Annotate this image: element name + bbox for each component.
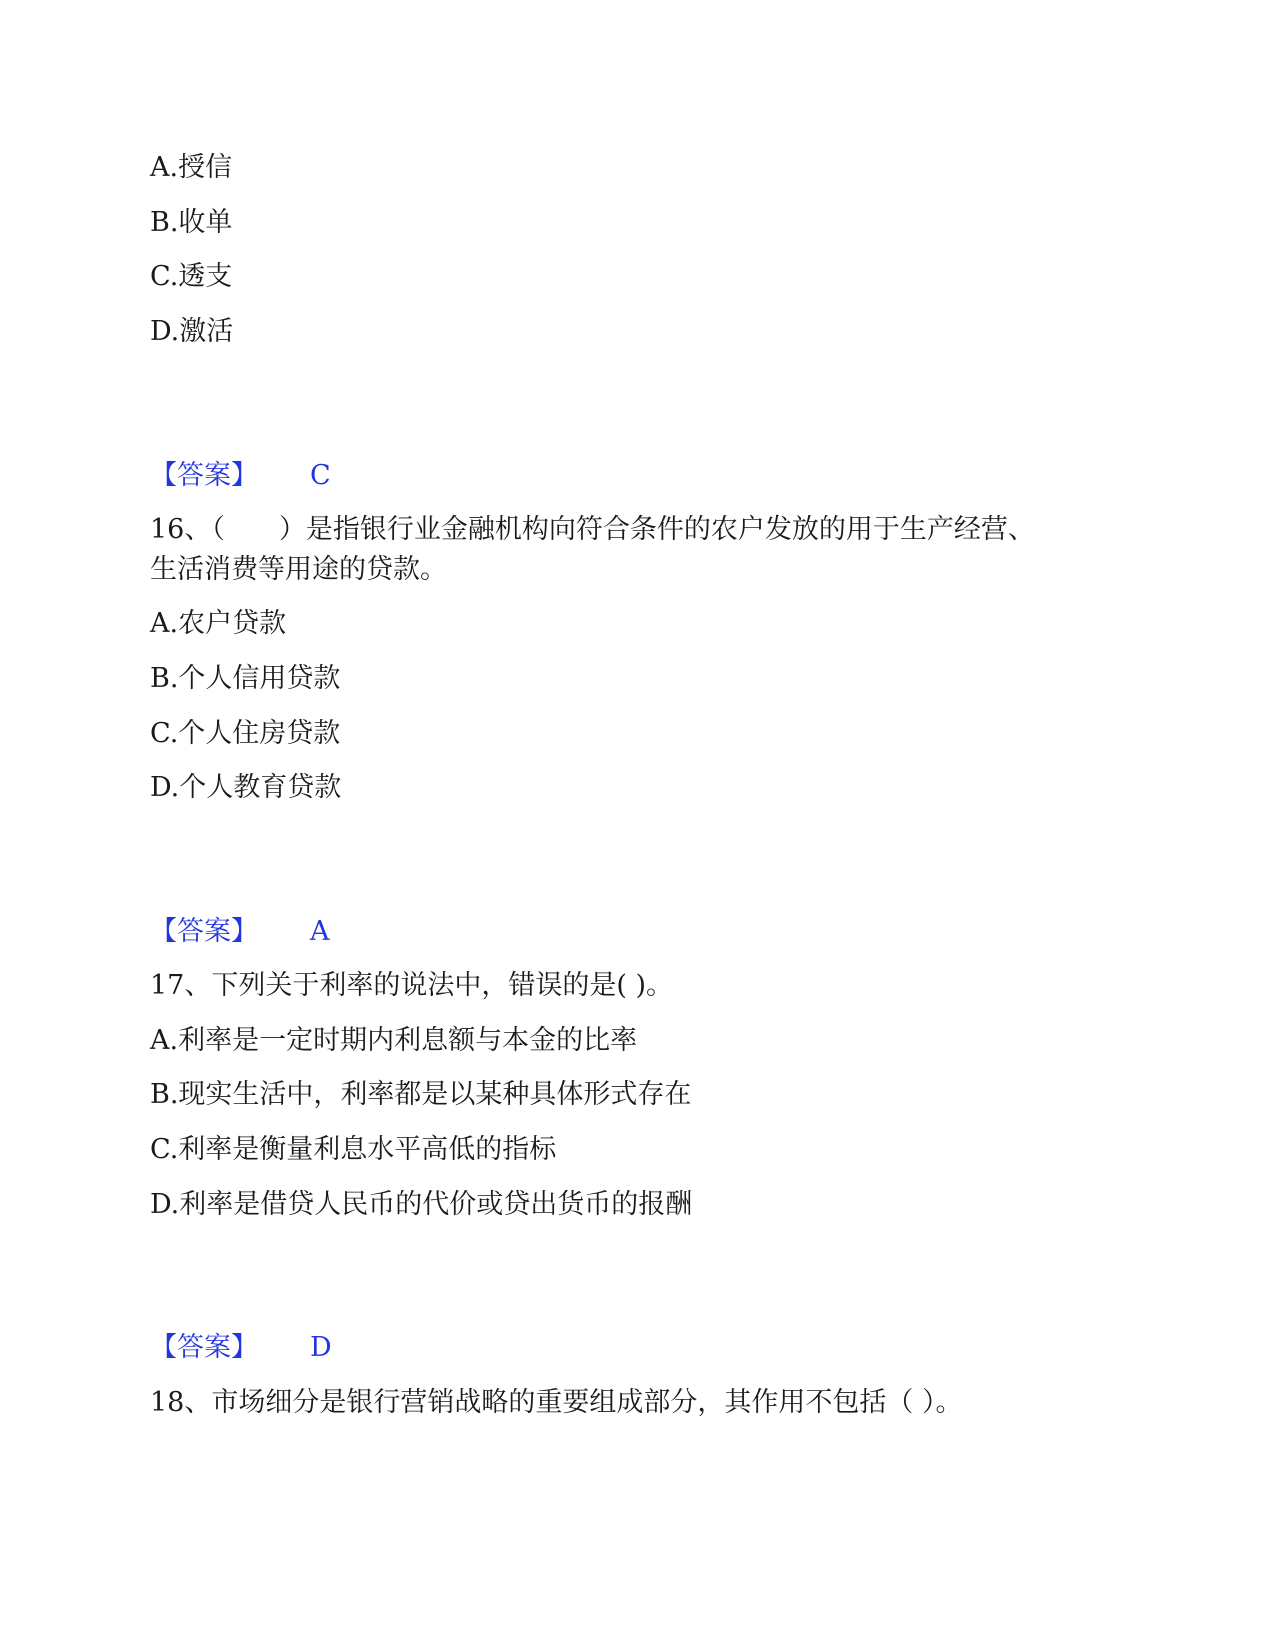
q15-answer [150,456,331,496]
q15-option-d: D.激活 [150,316,234,347]
q15-option-a: A.授信 [150,152,233,183]
answer-label: 【答案】 [150,916,258,947]
q15-option-c: C.透支 [150,261,233,292]
answer-value: D [310,1332,332,1363]
q16-option-c: C.个人住房贷款 [150,718,341,749]
q16-answer [150,912,330,952]
q16-option-d: D.个人教育贷款 [150,772,342,803]
q15-option-b: B.收单 [150,207,233,238]
q16-stem-line1: 16、（ ）是指银行业金融机构向符合条件的农户发放的用于生产经营、 [150,514,1035,545]
q16-option-a: A.农户贷款 [150,608,287,639]
q16-option-b: B.个人信用贷款 [150,663,341,694]
q17-option-d: D.利率是借贷人民币的代价或贷出货币的报酬 [150,1189,693,1220]
q18-stem: 18、市场细分是银行营销战略的重要组成部分，其作用不包括（ ）。 [150,1387,963,1418]
answer-label: 【答案】 [150,460,258,491]
answer-label: 【答案】 [150,1332,258,1363]
q17-option-a: A.利率是一定时期内利息额与本金的比率 [150,1025,638,1056]
q17-stem: 17、下列关于利率的说法中，错误的是( )。 [150,970,674,1001]
answer-value: C [310,460,331,491]
q17-option-b: B.现实生活中，利率都是以某种具体形式存在 [150,1079,692,1110]
answer-value: A [310,916,330,947]
q17-option-c: C.利率是衡量利息水平高低的指标 [150,1134,557,1165]
q17-answer [150,1328,332,1368]
q16-stem-line2: 生活消费等用途的贷款。 [150,554,447,585]
